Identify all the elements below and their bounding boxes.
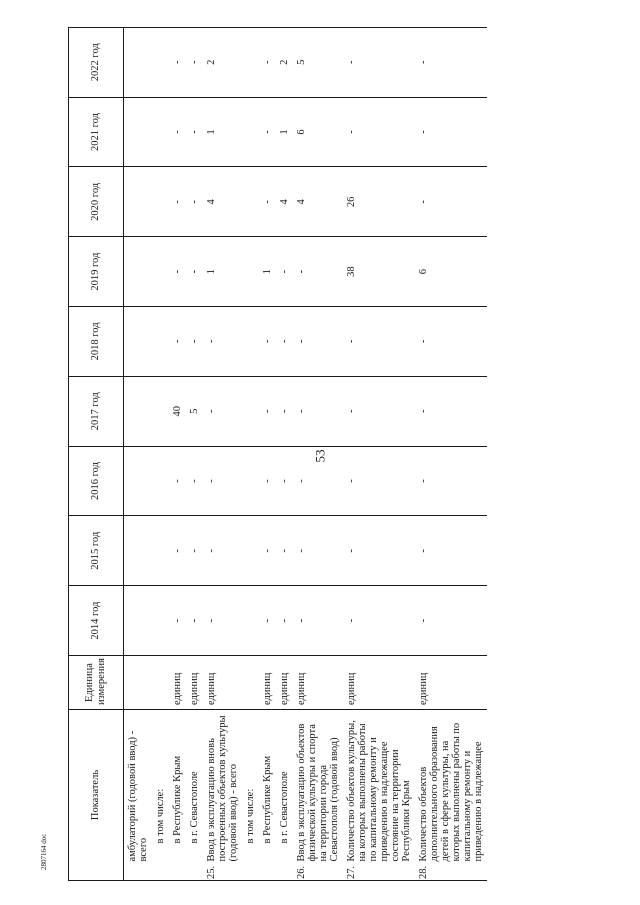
- row-value: -: [343, 586, 415, 656]
- row-number: 28.: [415, 866, 487, 881]
- row-number: [124, 866, 153, 881]
- row-value: [242, 27, 259, 97]
- row-value: [152, 586, 169, 656]
- table-body: [124, 27, 488, 880]
- row-indicator: Ввод в эксплуатацию вновь построенных объектов культуры (годовой ввод) - всего: [203, 710, 242, 866]
- row-value: 2: [276, 27, 293, 97]
- row-value: -: [276, 516, 293, 586]
- table-row: [242, 27, 259, 880]
- row-value: [152, 516, 169, 586]
- row-value: [124, 516, 153, 586]
- row-value: -: [259, 307, 276, 377]
- row-value: -: [169, 27, 186, 97]
- row-value: -: [203, 586, 242, 656]
- row-value: [242, 586, 259, 656]
- table-row: [124, 27, 153, 880]
- row-number: [186, 866, 203, 881]
- row-value: -: [259, 586, 276, 656]
- row-value: -: [415, 376, 487, 446]
- row-value: -: [343, 27, 415, 97]
- row-value: 1: [203, 237, 242, 307]
- row-value: [242, 167, 259, 237]
- row-value: 5: [186, 376, 203, 446]
- row-value: [152, 307, 169, 377]
- row-number: [169, 866, 186, 881]
- header-year: 2015 год: [69, 516, 124, 586]
- row-value: -: [293, 376, 343, 446]
- row-value: -: [259, 167, 276, 237]
- table-row: [203, 27, 242, 880]
- header-year: 2018 год: [69, 307, 124, 377]
- row-value: 1: [259, 237, 276, 307]
- table-row: [343, 27, 415, 880]
- row-value: 2: [203, 27, 242, 97]
- row-indicator: в г. Севастополе: [186, 710, 203, 866]
- row-value: -: [186, 446, 203, 516]
- row-value: [242, 307, 259, 377]
- row-indicator: Количество объектов дополнительного образования детей в сфере культуры, на которых выполнены работы по капитальному ремонту и приведению в надлежащее: [415, 710, 487, 866]
- row-value: -: [259, 97, 276, 167]
- row-value: -: [415, 27, 487, 97]
- row-value: [242, 516, 259, 586]
- row-value: -: [203, 376, 242, 446]
- row-value: -: [186, 97, 203, 167]
- row-value: 6: [415, 237, 487, 307]
- row-indicator: в г. Севастополе: [276, 710, 293, 866]
- row-value: -: [293, 586, 343, 656]
- row-unit: единиц: [203, 656, 242, 710]
- row-value: -: [169, 586, 186, 656]
- row-value: -: [259, 376, 276, 446]
- page-number: 53: [312, 449, 327, 463]
- row-value: [242, 237, 259, 307]
- row-value: -: [293, 237, 343, 307]
- row-value: 26: [343, 167, 415, 237]
- row-value: [242, 97, 259, 167]
- header-indicator: Показатель: [69, 710, 124, 881]
- row-value: [152, 446, 169, 516]
- row-indicator: в Республике Крым: [169, 710, 186, 866]
- row-value: [242, 446, 259, 516]
- table-row: [293, 27, 343, 880]
- row-value: -: [203, 516, 242, 586]
- table-row: [169, 27, 186, 880]
- row-value: [124, 97, 153, 167]
- row-indicator: амбулаторий (годовой ввод) - всего: [124, 710, 153, 866]
- row-value: [124, 237, 153, 307]
- row-unit: [242, 656, 259, 710]
- header-year: 2014 год: [69, 586, 124, 656]
- row-value: 1: [203, 97, 242, 167]
- row-value: 40: [169, 376, 186, 446]
- row-value: -: [343, 446, 415, 516]
- indicators-table-container: [68, 28, 636, 881]
- row-number: [242, 866, 259, 881]
- indicators-table: [68, 27, 487, 881]
- row-value: -: [186, 516, 203, 586]
- row-value: -: [276, 446, 293, 516]
- row-value: -: [415, 516, 487, 586]
- header-year: 2016 год: [69, 446, 124, 516]
- row-value: -: [293, 307, 343, 377]
- row-value: -: [259, 516, 276, 586]
- row-unit: единиц: [186, 656, 203, 710]
- row-indicator: Ввод в эксплуатацию объектов физической культуры и спорта на территории города Севастополя (годовой ввод): [293, 710, 343, 866]
- row-value: -: [186, 237, 203, 307]
- row-number: [259, 866, 276, 881]
- header-year: 2022 год: [69, 27, 124, 97]
- row-value: -: [415, 446, 487, 516]
- header-year: 2021 год: [69, 97, 124, 167]
- row-value: -: [276, 237, 293, 307]
- row-value: 4: [276, 167, 293, 237]
- table-row: [259, 27, 276, 880]
- row-unit: единиц: [343, 656, 415, 710]
- header-unit: Единица измерения: [69, 656, 124, 710]
- header-year: 2017 год: [69, 376, 124, 446]
- row-value: -: [343, 97, 415, 167]
- row-value: -: [276, 586, 293, 656]
- row-value: -: [276, 376, 293, 446]
- document-footer: 2807164 doc: [40, 833, 48, 870]
- row-unit: единиц: [415, 656, 487, 710]
- row-number: 26.: [293, 866, 343, 881]
- row-value: 5: [293, 27, 343, 97]
- row-value: -: [169, 97, 186, 167]
- row-indicator: в том числе:: [242, 710, 259, 866]
- row-value: [124, 586, 153, 656]
- row-value: [152, 167, 169, 237]
- row-number: [152, 866, 169, 881]
- row-value: -: [415, 586, 487, 656]
- row-value: -: [343, 376, 415, 446]
- row-value: 4: [203, 167, 242, 237]
- row-value: -: [203, 446, 242, 516]
- row-value: -: [293, 516, 343, 586]
- row-value: -: [293, 446, 343, 516]
- row-value: 1: [276, 97, 293, 167]
- header-year: 2020 год: [69, 167, 124, 237]
- row-value: -: [415, 97, 487, 167]
- row-value: -: [343, 307, 415, 377]
- row-value: 4: [293, 167, 343, 237]
- table-row: [415, 27, 487, 880]
- table-row: [152, 27, 169, 880]
- row-value: [124, 167, 153, 237]
- row-value: -: [203, 307, 242, 377]
- row-unit: единиц: [293, 656, 343, 710]
- row-value: -: [169, 446, 186, 516]
- row-value: 38: [343, 237, 415, 307]
- row-value: -: [259, 446, 276, 516]
- row-value: -: [415, 307, 487, 377]
- row-value: -: [186, 586, 203, 656]
- row-value: -: [169, 237, 186, 307]
- row-value: [124, 27, 153, 97]
- row-value: 6: [293, 97, 343, 167]
- row-number: [276, 866, 293, 881]
- header-year: 2019 год: [69, 237, 124, 307]
- row-value: -: [169, 516, 186, 586]
- row-value: [152, 27, 169, 97]
- row-value: -: [186, 307, 203, 377]
- row-value: [124, 446, 153, 516]
- table-header: [69, 27, 124, 880]
- row-unit: единиц: [259, 656, 276, 710]
- row-value: -: [186, 27, 203, 97]
- row-value: -: [415, 167, 487, 237]
- row-value: [242, 376, 259, 446]
- row-value: [152, 97, 169, 167]
- row-indicator: в том числе:: [152, 710, 169, 866]
- row-value: [152, 376, 169, 446]
- row-value: [124, 307, 153, 377]
- row-unit: единиц: [276, 656, 293, 710]
- row-value: [124, 376, 153, 446]
- table-row: [186, 27, 203, 880]
- row-unit: [124, 656, 153, 710]
- row-value: -: [169, 307, 186, 377]
- table-row: [276, 27, 293, 880]
- row-indicator: в Республике Крым: [259, 710, 276, 866]
- row-unit: единиц: [169, 656, 186, 710]
- row-value: -: [186, 167, 203, 237]
- row-number: 27.: [343, 866, 415, 881]
- row-unit: [152, 656, 169, 710]
- row-value: -: [259, 27, 276, 97]
- row-number: 25.: [203, 866, 242, 881]
- row-value: -: [169, 167, 186, 237]
- row-value: -: [276, 307, 293, 377]
- row-value: [152, 237, 169, 307]
- row-indicator: Количество объектов культуры, на которых выполнены работы по капитальному ремонту и приведению в надлежащее состояние на территории Республики Крым: [343, 710, 415, 866]
- row-value: -: [343, 516, 415, 586]
